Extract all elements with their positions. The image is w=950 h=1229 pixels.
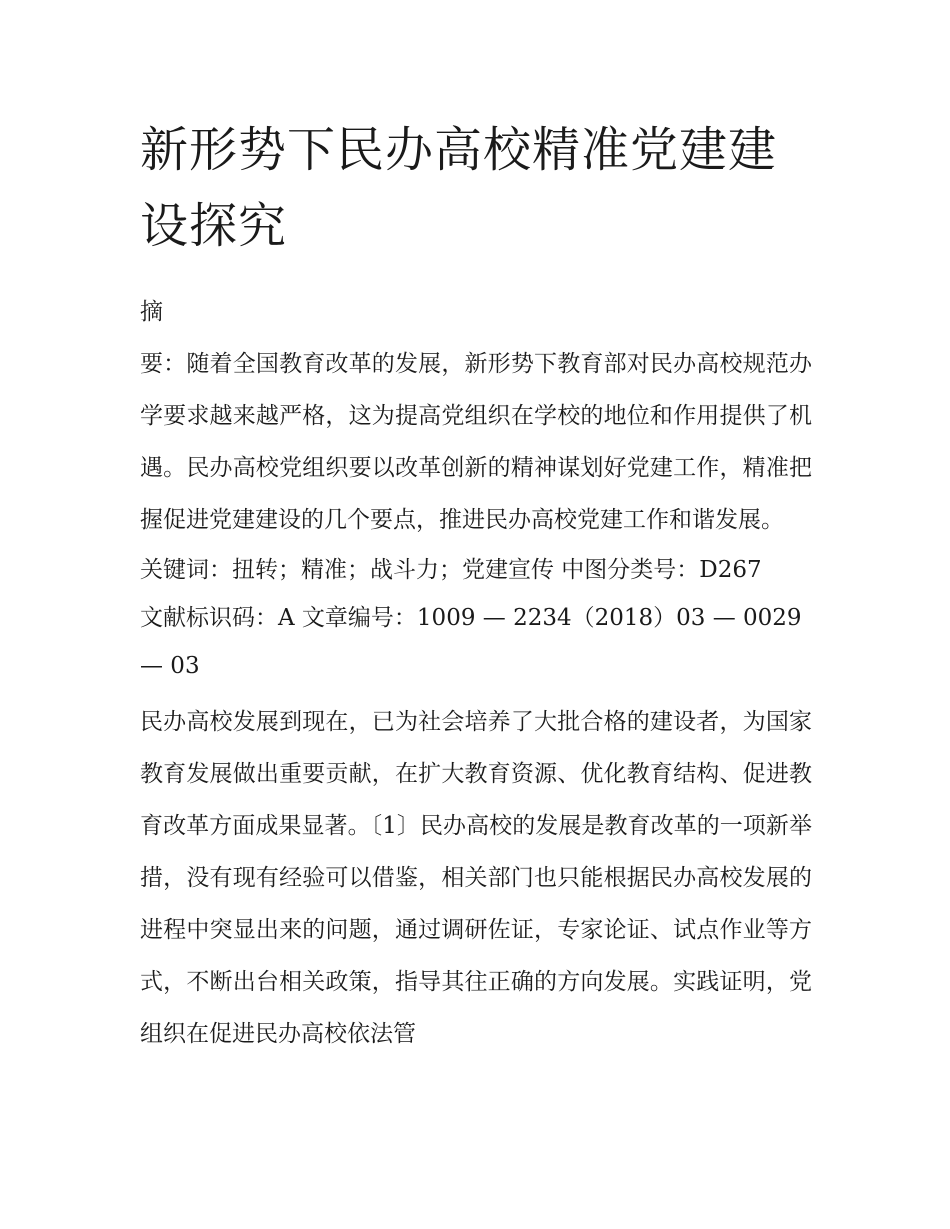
abstract-text: 要：随着全国教育改革的发展，新形势下教育部对民办高校规范办学要求越来越严格，这为提高党组织在学校的地位和作用提供了机遇。民办高校党组织要以改革创新的精神谋划好党建工作，精准把握促进党建建设的几个要点，推进民办高校党建工作和谐发展。	[140, 351, 812, 533]
abstract-label: 摘	[140, 299, 163, 325]
document-code-line: 文献标识码：A 文章编号：1009 — 2234（2018）03 — 0029 — 03	[140, 605, 802, 679]
keywords-line: 关键词：扭转；精准；战斗力；党建宣传 中图分类号：D267	[140, 557, 762, 583]
document-title: 新形势下民办高校精准党建建设探究	[140, 122, 778, 254]
document-page	[140, 112, 812, 1060]
body-paragraph: 民办高校发展到现在，已为社会培养了大批合格的建设者，为国家教育发展做出重要贡献，在扩大教育资源、优化教育结构、促进教育改革方面成果显著。〔1〕民办高校的发展是教育改革的一项新举措，没有现有经验可以借鉴，相关部门也只能根据民办高校发展的进程中突显出来的问题，通过调研佐证，专家论证、试点作业等方式，不断出台相关政策，指导其往正确的方向发展。实践证明，党组织在促进民办高校依法管	[140, 709, 812, 1047]
